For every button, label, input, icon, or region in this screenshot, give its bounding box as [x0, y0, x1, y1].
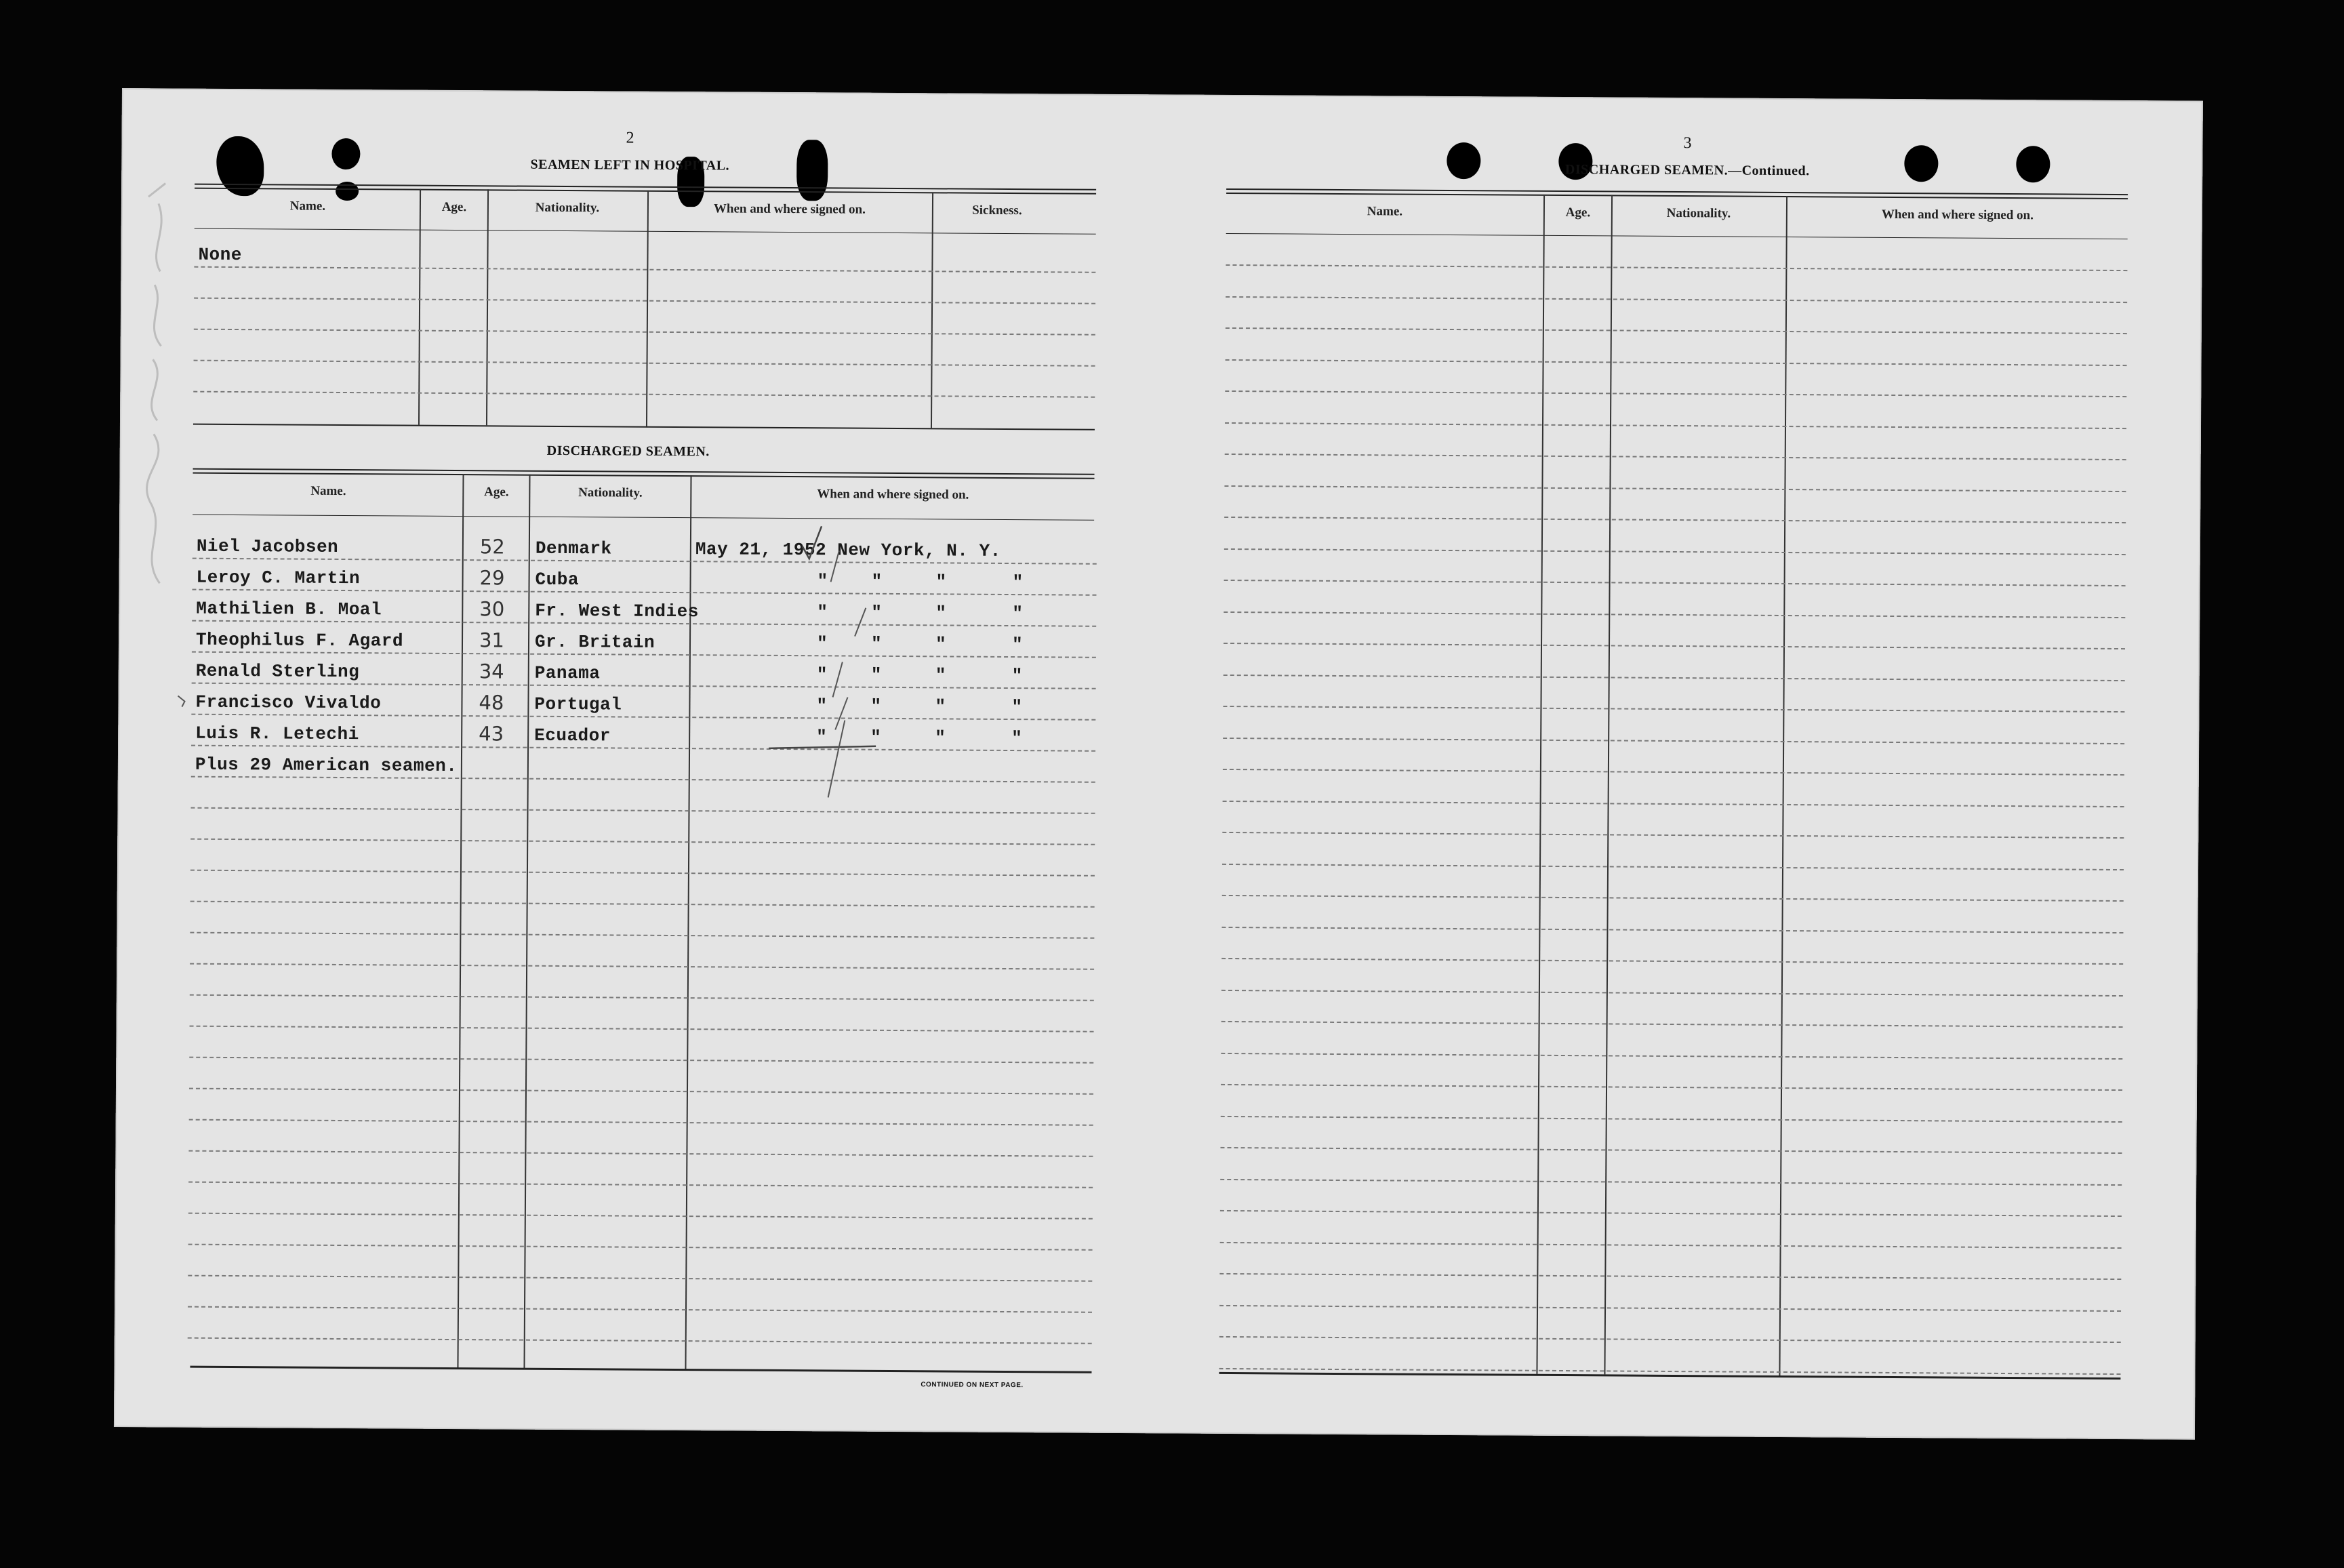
row-line [1221, 1021, 2123, 1028]
column-divider [646, 190, 649, 426]
column-header-signed-on: When and where signed on. [817, 487, 969, 502]
row-line [1225, 390, 2126, 397]
column-divider [1779, 196, 1787, 1375]
row-line [188, 1338, 1092, 1344]
column-divider [523, 475, 530, 1369]
row-line [190, 870, 1095, 877]
row-line [194, 298, 1095, 304]
seaman-name: Mathilien B. Moal [196, 598, 382, 620]
row-line [189, 1119, 1093, 1126]
continued-row-lines [122, 88, 2203, 101]
row-line [189, 1057, 1093, 1064]
page-number: 2 [626, 129, 634, 147]
row-line [1220, 1178, 2122, 1185]
seaman-name: Renald Sterling [195, 660, 360, 683]
row-line [188, 1182, 1093, 1188]
plus-note: Plus 29 American seamen. [195, 754, 458, 777]
seaman-age: 43 [479, 722, 504, 746]
ditto-mark: " [870, 664, 882, 685]
row-line [1219, 1336, 2121, 1343]
ditto-mark: " [816, 696, 828, 717]
row-line [1221, 958, 2123, 965]
row-line [1225, 454, 2126, 460]
seaman-name: Leroy C. Martin [196, 567, 361, 589]
rule [193, 468, 1095, 479]
seaman-age: 52 [479, 535, 505, 559]
column-divider [486, 189, 489, 425]
seaman-age: 30 [479, 597, 505, 621]
row-line [190, 839, 1095, 845]
ditto-mark: " [871, 602, 882, 623]
row-line [194, 329, 1095, 336]
row-line [1224, 485, 2126, 491]
row-line [1226, 264, 2127, 271]
page-number: 3 [1683, 134, 1692, 153]
ditto-mark: " [1011, 697, 1023, 718]
row-line [191, 807, 1095, 814]
row-line [1223, 800, 2124, 807]
column-header-name: Name. [1367, 204, 1403, 219]
row-line [1224, 674, 2125, 681]
seaman-age: 34 [479, 660, 504, 683]
rule [190, 1366, 1091, 1373]
row-line [1220, 1147, 2122, 1154]
row-line [1224, 548, 2126, 555]
seaman-nationality: Ecuador [534, 725, 611, 746]
ditto-mark: " [935, 634, 946, 655]
row-line [1224, 580, 2126, 586]
pencil-check-marks [687, 519, 906, 832]
ditto-mark: " [1012, 603, 1023, 624]
ditto-mark: " [935, 571, 947, 592]
seaman-nationality: Portugal [534, 693, 622, 715]
row-line [190, 963, 1094, 970]
seaman-name: Luis R. Letechi [195, 723, 359, 745]
hospital-section-title: SEAMEN LEFT IN HOSPITAL. [530, 157, 730, 174]
ditto-mark: " [1011, 666, 1023, 687]
row-line [1221, 1115, 2122, 1122]
column-divider [1604, 195, 1613, 1374]
ditto-mark: " [871, 571, 883, 592]
ditto-mark: " [817, 602, 828, 623]
row-line [191, 745, 1095, 752]
ditto-mark: " [1011, 635, 1023, 656]
row-line [1219, 1304, 2121, 1311]
punch-hole [331, 138, 360, 169]
column-header-age: Age. [441, 199, 467, 215]
row-line [1225, 422, 2126, 428]
seaman-age: 31 [479, 628, 505, 652]
column-header-age: Age. [1565, 205, 1591, 220]
row-line [193, 391, 1095, 398]
column-header-name: Name. [310, 483, 346, 499]
ditto-mark: " [935, 603, 946, 624]
row-line [194, 360, 1095, 367]
row-line [1221, 1084, 2122, 1091]
column-header-nationality: Nationality. [578, 485, 643, 500]
rule [1226, 233, 2128, 239]
row-line [188, 1306, 1092, 1313]
pencil-tick [175, 689, 195, 709]
ditto-mark: " [816, 727, 827, 748]
row-line [188, 1213, 1093, 1220]
row-line [192, 589, 1096, 596]
column-header-nationality: Nationality. [1666, 205, 1731, 221]
punch-hole [2016, 146, 2050, 182]
seaman-nationality: Fr. West Indies [535, 600, 699, 622]
column-header-signed-on: When and where signed on. [713, 201, 866, 217]
row-line [1226, 327, 2127, 334]
row-line [1220, 1241, 2122, 1248]
ditto-mark: " [935, 665, 946, 686]
seaman-nationality: Panama [534, 662, 601, 684]
rule [193, 515, 1094, 521]
row-line [1224, 517, 2126, 523]
row-line [1222, 863, 2124, 870]
row-line [1222, 895, 2124, 902]
footer-note: CONTINUED ON NEXT PAGE. [921, 1381, 1024, 1390]
discharged-continued-title: DISCHARGED SEAMEN.—Continued. [1564, 162, 1810, 179]
seaman-nationality: Cuba [535, 569, 580, 590]
column-header-age: Age. [484, 485, 509, 500]
row-line [1226, 359, 2127, 365]
row-line [1223, 737, 2124, 744]
seaman-name: Niel Jacobsen [196, 536, 339, 557]
seaman-name: Francisco Vivaldo [195, 691, 382, 714]
rule [195, 184, 1096, 195]
punch-hole [1904, 145, 1938, 182]
seaman-age: 29 [479, 566, 505, 590]
row-line [1222, 832, 2124, 839]
ditto-mark: " [817, 571, 828, 592]
row-line [1223, 706, 2124, 712]
pencil-margin-scribble [132, 176, 182, 597]
row-line [188, 1275, 1092, 1282]
seaman-age: 48 [479, 691, 504, 715]
column-divider [1536, 195, 1545, 1374]
row-line [188, 1150, 1093, 1157]
rule [193, 424, 1095, 430]
discharged-row-lines [122, 88, 2203, 101]
column-header-nationality: Nationality. [535, 200, 600, 216]
ditto-mark: " [870, 727, 881, 748]
column-header-sickness: Sickness. [972, 203, 1022, 218]
row-line [1221, 1052, 2122, 1059]
row-line [192, 683, 1096, 689]
row-line [190, 1026, 1094, 1032]
ditto-mark: " [1011, 728, 1022, 749]
column-divider [931, 192, 933, 428]
row-line [1224, 611, 2125, 618]
row-line [191, 776, 1095, 783]
manifest-sheet [114, 88, 2203, 1440]
column-divider [457, 474, 464, 1369]
row-line [194, 266, 1095, 273]
column-divider [418, 189, 421, 425]
ditto-mark: " [816, 664, 828, 685]
ditto-mark: " [816, 633, 828, 654]
row-line [190, 901, 1095, 908]
ditto-mark: " [1012, 572, 1024, 593]
row-line [1224, 643, 2125, 649]
ditto-mark: " [870, 633, 882, 654]
row-line [1219, 1273, 2121, 1280]
row-line [1223, 769, 2124, 776]
row-line [1221, 926, 2123, 933]
row-line [1221, 989, 2123, 996]
discharged-section-title: DISCHARGED SEAMEN. [546, 443, 710, 460]
row-line [188, 1244, 1093, 1251]
ditto-mark: " [935, 727, 946, 748]
ditto-mark: " [870, 696, 882, 717]
column-header-signed-on: When and where signed on. [1881, 207, 2034, 223]
row-line [189, 1088, 1093, 1095]
signed-on: May 21, 1952 New York, N. Y. [695, 539, 1001, 561]
punch-hole [1447, 142, 1480, 179]
column-header-name: Name. [289, 199, 326, 214]
row-line [190, 994, 1094, 1001]
row-line [1220, 1210, 2122, 1217]
seaman-name: Theophilus F. Agard [195, 629, 404, 651]
row-line [1226, 296, 2127, 302]
rule [195, 228, 1096, 235]
ditto-mark: " [935, 696, 946, 717]
seaman-nationality: Denmark [535, 538, 612, 559]
row-line [191, 714, 1095, 721]
rule [1226, 188, 2128, 199]
seaman-nationality: Gr. Britain [534, 631, 655, 653]
row-line [190, 932, 1094, 939]
hospital-entry: None [198, 244, 243, 266]
